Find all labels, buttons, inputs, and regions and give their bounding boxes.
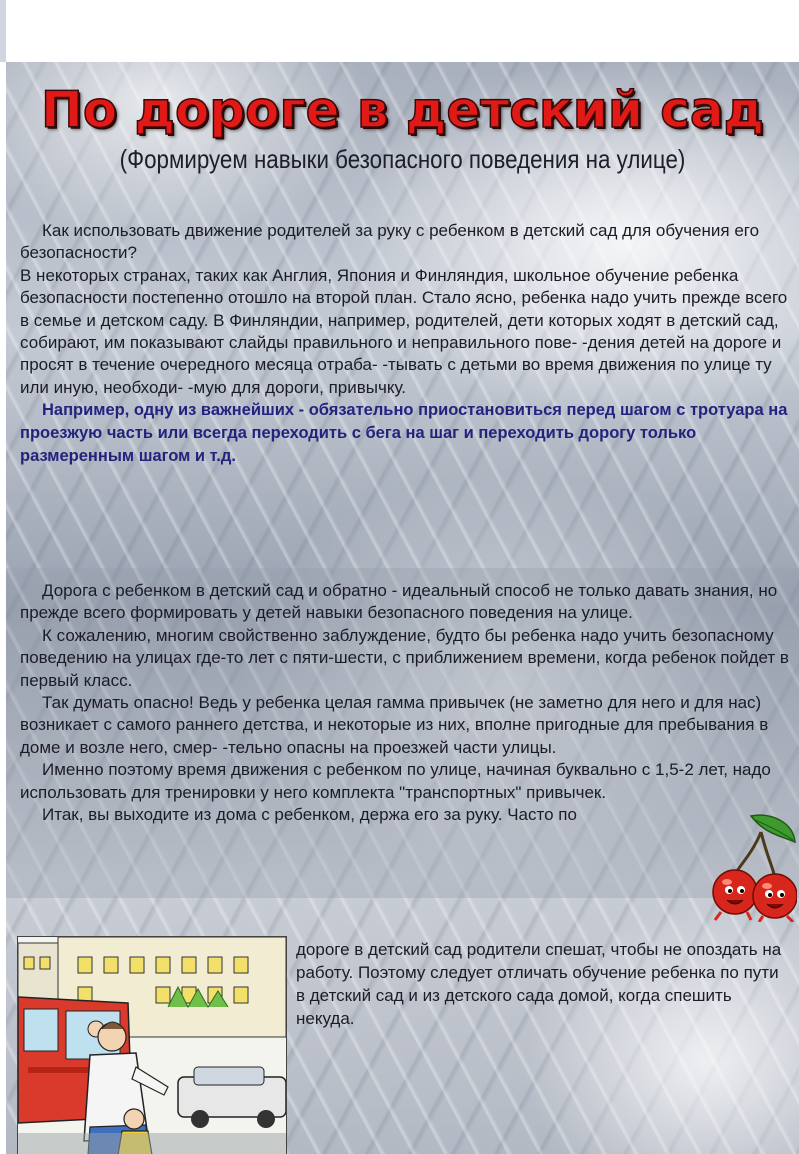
poster-title: По дороге в детский сад xyxy=(40,81,765,139)
intro-question: Как использовать движение родителей за руку с ребенком в детский сад для обучения его безопасности? xyxy=(20,221,760,263)
cherry-mascot-icon xyxy=(711,812,797,922)
highlight-example: Например, одну из важнейших - обязательно приостановиться перед шагом с тротуара на проезжую часть или всегда переходить с бега на шаг и переходить дорогу только размеренным шагом и т.д. xyxy=(20,401,788,466)
section-closing xyxy=(296,938,790,1030)
poster xyxy=(6,62,799,1154)
main-paragraph-2: К сожалению, многим свойственно заблуждение, будто бы ребенка надо учить безопасному поведению на улицах где-то лет с пяти-шести, с приближением времени, когда ребенок пойдет в первый класс. xyxy=(20,625,789,690)
intro-paragraph: В некоторых странах, таких как Англия, Япония и Финляндия, школьное обучение ребенка безопасности постепенно отошло на второй план. Стало ясно, ребенка надо учить прежде всего в семье и детском саду. В Финляндии, например, родителей, дети которых ходят в детский сад, собирают, им показывают слайды правильного и неправильного пове- -дения детей на дороге и просят в течение очередного месяца отраба- -тывать с детьми во время движения по улице ту или иную, необходи- -мую для дороги, привычку. xyxy=(20,265,788,397)
main-paragraph-4: Именно поэтому время движения с ребенком по улице, начиная буквально с 1,5-2 лет, надо использовать для тренировки у него комплекта "транспортных" привычек. xyxy=(20,760,771,802)
closing-paragraph: дороге в детский сад родители спешат, чтобы не опоздать на работу. Поэтому следует отличать обучение ребенка по пути в детский сад и из детского сада домой, когда спешить некуда. xyxy=(296,940,782,1028)
poster-subtitle: (Формируем навыки безопасного поведения на улице) xyxy=(119,144,686,174)
main-paragraph-3: Так думать опасно! Ведь у ребенка целая гамма привычек (не заметно для него и для нас) возникает с самого раннего детства, и некоторые из них, вполне пригодные для пребывания в доме и возле него, смер- -тельно опасны на проезжей части улицы. xyxy=(20,693,769,757)
section-main xyxy=(20,580,792,826)
main-paragraph-1: Дорога с ребенком в детский сад и обратно - идеальный способ не только давать знания, но прежде всего формировать у детей навыки безопасного поведения на улице. xyxy=(20,581,778,623)
main-paragraph-5: Итак, вы выходите из дома с ребенком, держа его за руку. Часто по xyxy=(42,805,577,825)
street-scene-illustration xyxy=(17,936,287,1154)
top-blank-strip xyxy=(0,0,799,62)
section-intro xyxy=(20,220,792,468)
